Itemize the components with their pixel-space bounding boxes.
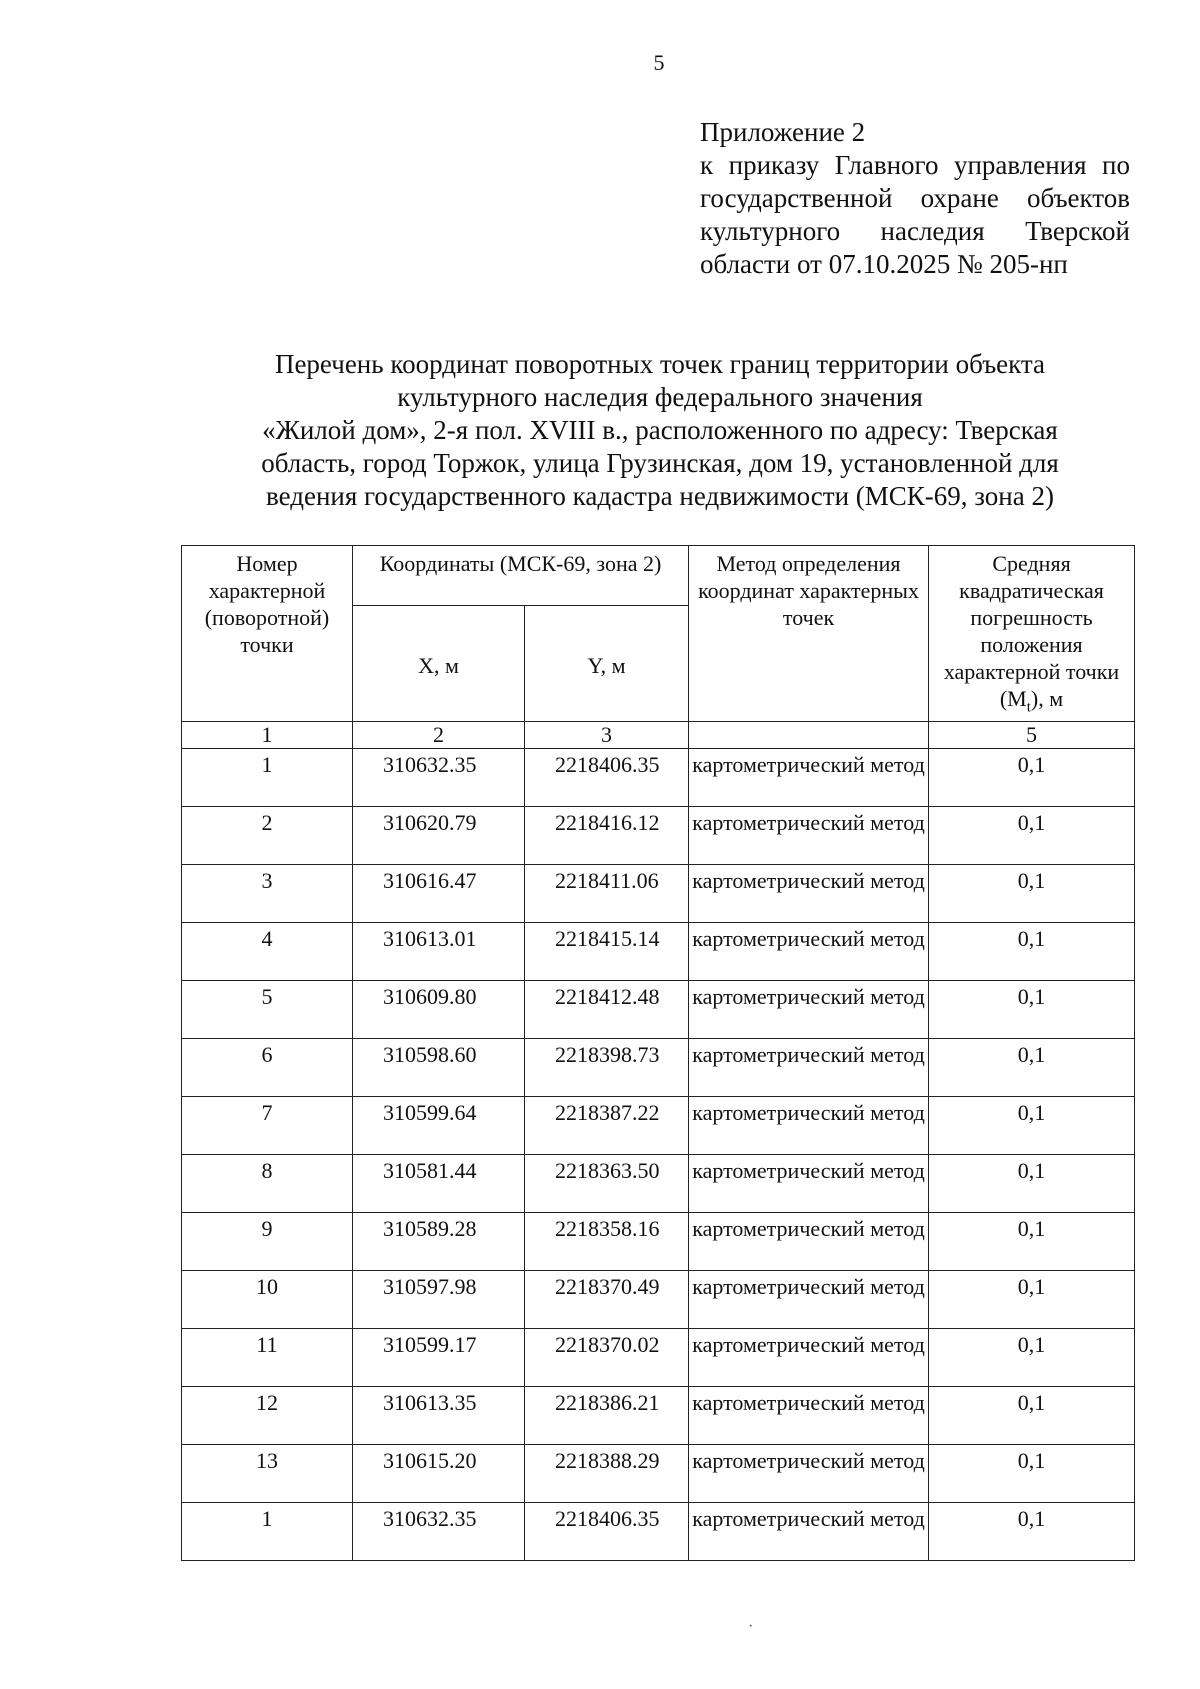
annex-line: государственной охране объектов [700, 183, 1130, 213]
table-row [182, 1445, 1135, 1503]
cell-point-number: 6 [182, 1039, 353, 1097]
cell-method: картометрический метод [689, 981, 929, 1039]
cell-x: 310620.79 [353, 807, 525, 865]
table-row [182, 981, 1135, 1039]
cell-error: 0,1 [929, 1039, 1135, 1097]
cell-error: 0,1 [929, 1445, 1135, 1503]
cell-method: картометрический метод [689, 865, 929, 923]
cell-error: 0,1 [929, 1271, 1135, 1329]
cell-x: 310599.64 [353, 1097, 525, 1155]
cell-x: 310597.98 [353, 1271, 525, 1329]
cell-error: 0,1 [929, 749, 1135, 807]
table-row [182, 1503, 1135, 1561]
cell-x: 310613.35 [353, 1387, 525, 1445]
column-number: 1 [182, 722, 353, 749]
header-point-number: Номер характерной (поворотной) точки [182, 546, 353, 722]
cell-y: 2218411.06 [525, 865, 689, 923]
column-number: 2 [353, 722, 525, 749]
cell-point-number: 4 [182, 923, 353, 981]
cell-method: картометрический метод [689, 1271, 929, 1329]
header-x: X, м [353, 606, 525, 722]
cell-point-number: 9 [182, 1213, 353, 1271]
column-number: 5 [929, 722, 1135, 749]
cell-method: картометрический метод [689, 1445, 929, 1503]
column-number-row [182, 722, 1135, 749]
cell-y: 2218363.50 [525, 1155, 689, 1213]
cell-method: картометрический метод [689, 1039, 929, 1097]
cell-point-number: 1 [182, 1503, 353, 1561]
cell-method: картометрический метод [689, 1387, 929, 1445]
cell-point-number: 10 [182, 1271, 353, 1329]
annex-reference [700, 116, 1130, 281]
cell-error: 0,1 [929, 981, 1135, 1039]
heading-line: «Жилой дом», 2-я пол. XVIII в., расположенного по адресу: Тверская [262, 415, 1058, 445]
cell-point-number: 5 [182, 981, 353, 1039]
cell-y: 2218406.35 [525, 749, 689, 807]
cell-x: 310598.60 [353, 1039, 525, 1097]
header-y: Y, м [525, 606, 689, 722]
table-row [182, 1097, 1135, 1155]
cell-y: 2218416.12 [525, 807, 689, 865]
cell-y: 2218406.35 [525, 1503, 689, 1561]
cell-x: 310581.44 [353, 1155, 525, 1213]
heading-line: ведения государственного кадастра недвижимости (МСК-69, зона 2) [266, 481, 1054, 511]
table-row [182, 749, 1135, 807]
table-row [182, 1155, 1135, 1213]
cell-error: 0,1 [929, 1155, 1135, 1213]
table-row [182, 923, 1135, 981]
cell-x: 310615.20 [353, 1445, 525, 1503]
cell-x: 310609.80 [353, 981, 525, 1039]
cell-y: 2218415.14 [525, 923, 689, 981]
annex-line: культурного наследия Тверской [700, 216, 1130, 246]
cell-point-number: 13 [182, 1445, 353, 1503]
cell-method: картометрический метод [689, 749, 929, 807]
cell-x: 310599.17 [353, 1329, 525, 1387]
cell-error: 0,1 [929, 1097, 1135, 1155]
cell-y: 2218387.22 [525, 1097, 689, 1155]
cell-point-number: 7 [182, 1097, 353, 1155]
cell-point-number: 12 [182, 1387, 353, 1445]
cell-method: картометрический метод [689, 1155, 929, 1213]
table-row [182, 1039, 1135, 1097]
cell-y: 2218370.02 [525, 1329, 689, 1387]
scan-speck: · [748, 1618, 754, 1635]
header-coordinates: Координаты (МСК-69, зона 2) [353, 546, 689, 606]
cell-x: 310589.28 [353, 1213, 525, 1271]
table-row [182, 1329, 1135, 1387]
cell-y: 2218412.48 [525, 981, 689, 1039]
cell-y: 2218386.21 [525, 1387, 689, 1445]
header-method: Метод определения координат характерных точек [689, 546, 929, 722]
cell-error: 0,1 [929, 1329, 1135, 1387]
heading-line: культурного наследия федерального значения [397, 382, 923, 412]
table-row [182, 1387, 1135, 1445]
cell-method: картометрический метод [689, 1503, 929, 1561]
cell-point-number: 11 [182, 1329, 353, 1387]
cell-y: 2218358.16 [525, 1213, 689, 1271]
coordinates-table [181, 545, 1135, 1561]
heading-line: область, город Торжок, улица Грузинская, дом 19, установленной для [261, 448, 1059, 478]
cell-point-number: 2 [182, 807, 353, 865]
cell-method: картометрический метод [689, 1329, 929, 1387]
heading-line: Перечень координат поворотных точек границ территории объекта [274, 349, 1046, 379]
cell-error: 0,1 [929, 1503, 1135, 1561]
cell-y: 2218398.73 [525, 1039, 689, 1097]
page-number: 5 [653, 50, 665, 75]
table-body [182, 722, 1135, 1561]
cell-x: 310616.47 [353, 865, 525, 923]
cell-x: 310632.35 [353, 749, 525, 807]
column-number: 3 [525, 722, 689, 749]
header-error-text: Средняя квадратическая погрешность положения характерной точки $(M_t)$, м [943, 551, 1120, 716]
cell-method: картометрический метод [689, 923, 929, 981]
table-row [182, 807, 1135, 865]
cell-error: 0,1 [929, 807, 1135, 865]
cell-x: 310632.35 [353, 1503, 525, 1561]
cell-y: 2218370.49 [525, 1271, 689, 1329]
cell-error: 0,1 [929, 923, 1135, 981]
table-row [182, 865, 1135, 923]
cell-error: 0,1 [929, 865, 1135, 923]
annex-line: к приказу Главного управления по [700, 150, 1130, 180]
cell-method: картометрический метод [689, 807, 929, 865]
cell-point-number: 8 [182, 1155, 353, 1213]
annex-line: Приложение 2 [700, 117, 866, 147]
table-row [182, 1271, 1135, 1329]
document-heading [190, 348, 1130, 513]
cell-error: 0,1 [929, 1387, 1135, 1445]
annex-line: области от 07.10.2025 № 205-нп [700, 249, 1068, 279]
cell-point-number: 1 [182, 749, 353, 807]
cell-method: картометрический метод [689, 1213, 929, 1271]
table-row [182, 1213, 1135, 1271]
cell-y: 2218388.29 [525, 1445, 689, 1503]
column-number [689, 722, 929, 749]
cell-point-number: 3 [182, 865, 353, 923]
cell-method: картометрический метод [689, 1097, 929, 1155]
cell-error: 0,1 [929, 1213, 1135, 1271]
header-error [929, 546, 1135, 722]
cell-x: 310613.01 [353, 923, 525, 981]
